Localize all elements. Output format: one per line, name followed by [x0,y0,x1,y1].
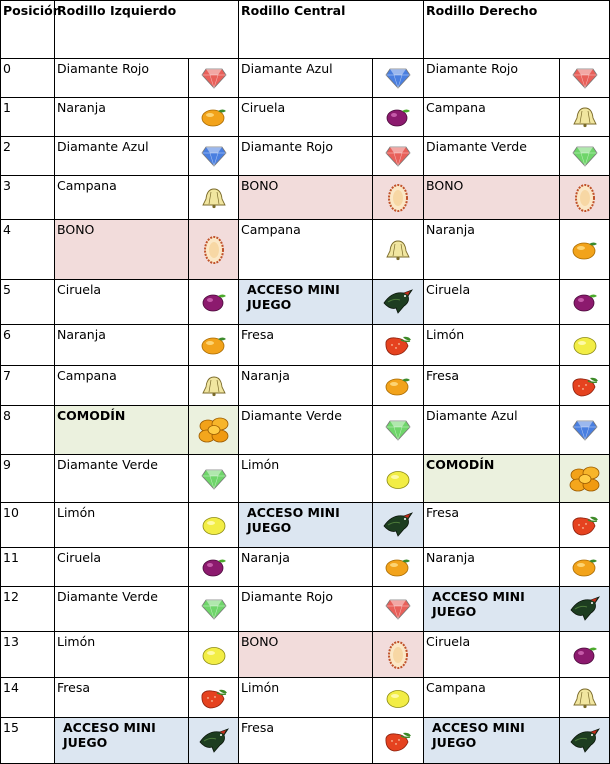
right-reel-symbol-icon-cell [560,280,610,325]
center-reel-symbol-name: Fresa [239,325,373,366]
right-reel-symbol-icon-cell [560,220,610,280]
bell-icon [201,189,227,204]
center-reel-symbol-icon-cell [373,548,424,587]
bonus-icon [387,189,409,204]
table-row [1,632,610,678]
right-reel-symbol-name: Ciruela [424,632,560,678]
right-reel-symbol-icon-cell [560,678,610,718]
orange-icon [201,109,227,124]
left-reel-symbol-icon-cell [189,137,239,176]
center-reel-symbol-icon-cell [373,366,424,406]
left-reel-symbol-name: Campana [55,176,189,220]
header-position: Posición [1,1,55,59]
bonus-icon [574,189,596,204]
mini-game-bird-icon [569,732,601,747]
left-reel-symbol-icon-cell [189,503,239,548]
strawberry-icon [199,689,229,704]
left-reel-symbol-icon-cell [189,176,239,220]
center-reel-symbol-name: Ciruela [239,98,373,137]
center-reel-symbol-name: BONO [239,176,373,220]
lemon-icon [572,337,598,352]
green-diamond-icon [201,601,227,616]
right-reel-symbol-name: Naranja [424,220,560,280]
left-reel-symbol-name: Diamante Verde [55,587,189,632]
lemon-icon [385,689,411,704]
center-reel-symbol-name: Diamante Azul [239,59,373,98]
center-reel-symbol-name: Naranja [239,366,373,406]
plum-icon [201,559,227,574]
position-cell: 10 [1,503,55,548]
mini-game-bird-icon [569,601,601,616]
table-row [1,587,610,632]
left-reel-symbol-icon-cell [189,366,239,406]
position-cell: 4 [1,220,55,280]
plum-icon [572,294,598,309]
bell-icon [572,109,598,124]
header-center-reel: Rodillo Central [239,1,424,59]
right-reel-symbol-icon-cell [560,455,610,503]
left-reel-symbol-name: Naranja [55,98,189,137]
left-reel-symbol-icon-cell [189,325,239,366]
right-reel-symbol-icon-cell [560,632,610,678]
left-reel-symbol-icon-cell [189,220,239,280]
center-reel-symbol-name: BONO [239,632,373,678]
right-reel-symbol-name: COMODÍN [424,455,560,503]
left-reel-symbol-icon-cell [189,678,239,718]
orange-icon [385,377,411,392]
right-reel-symbol-name: Campana [424,678,560,718]
strawberry-icon [570,377,600,392]
header-left-reel: Rodillo Izquierdo [55,1,239,59]
left-reel-symbol-name: Ciruela [55,280,189,325]
right-reel-symbol-name: ACCESO MINI JUEGO [424,587,560,632]
strawberry-icon [383,732,413,747]
mini-game-bird-icon [382,294,414,309]
position-cell: 12 [1,587,55,632]
position-cell: 7 [1,366,55,406]
right-reel-symbol-name: ACCESO MINI JUEGO [424,718,560,764]
position-cell: 8 [1,406,55,455]
left-reel-symbol-icon-cell [189,280,239,325]
right-reel-symbol-name: Fresa [424,366,560,406]
table-row [1,455,610,503]
right-reel-symbol-name: Diamante Rojo [424,59,560,98]
blue-diamond-icon [572,422,598,437]
table-row [1,98,610,137]
green-diamond-icon [572,148,598,163]
left-reel-symbol-icon-cell [189,587,239,632]
right-reel-symbol-icon-cell [560,406,610,455]
right-reel-symbol-name: Limón [424,325,560,366]
left-reel-symbol-name: Diamante Azul [55,137,189,176]
left-reel-symbol-icon-cell [189,455,239,503]
center-reel-symbol-icon-cell [373,220,424,280]
table-row [1,406,610,455]
right-reel-symbol-name: Diamante Azul [424,406,560,455]
table-row [1,325,610,366]
left-reel-symbol-icon-cell [189,406,239,455]
table-row [1,503,610,548]
bonus-icon [203,241,225,256]
table-row [1,280,610,325]
lemon-icon [385,470,411,485]
right-reel-symbol-name: Fresa [424,503,560,548]
orange-icon [201,337,227,352]
table-row [1,220,610,280]
plum-icon [385,109,411,124]
table-row [1,548,610,587]
left-reel-symbol-name: Limón [55,632,189,678]
right-reel-symbol-name: BONO [424,176,560,220]
left-reel-symbol-icon-cell [189,718,239,764]
blue-diamond-icon [385,70,411,85]
right-reel-symbol-icon-cell [560,503,610,548]
position-cell: 0 [1,59,55,98]
position-cell: 1 [1,98,55,137]
strawberry-icon [383,337,413,352]
bell-icon [385,241,411,256]
center-reel-symbol-icon-cell [373,587,424,632]
wild-coins-icon [568,470,602,485]
center-reel-symbol-icon-cell [373,503,424,548]
green-diamond-icon [201,470,227,485]
position-cell: 15 [1,718,55,764]
center-reel-symbol-icon-cell [373,137,424,176]
left-reel-symbol-icon-cell [189,98,239,137]
center-reel-symbol-icon-cell [373,280,424,325]
bonus-icon [387,646,409,661]
right-reel-symbol-icon-cell [560,548,610,587]
left-reel-symbol-name: Campana [55,366,189,406]
left-reel-symbol-icon-cell [189,548,239,587]
green-diamond-icon [385,422,411,437]
center-reel-symbol-name: Diamante Rojo [239,137,373,176]
position-cell: 13 [1,632,55,678]
lemon-icon [201,646,227,661]
center-reel-symbol-icon-cell [373,632,424,678]
orange-icon [385,559,411,574]
header-right-reel: Rodillo Derecho [424,1,610,59]
center-reel-symbol-icon-cell [373,718,424,764]
position-cell: 6 [1,325,55,366]
table-row [1,718,610,764]
red-diamond-icon [572,70,598,85]
left-reel-symbol-name: Naranja [55,325,189,366]
center-reel-symbol-icon-cell [373,455,424,503]
orange-icon [572,241,598,256]
left-reel-symbol-icon-cell [189,59,239,98]
wild-coins-icon [197,422,231,437]
center-reel-symbol-icon-cell [373,325,424,366]
header-row [1,1,610,59]
position-cell: 5 [1,280,55,325]
plum-icon [572,646,598,661]
red-diamond-icon [385,148,411,163]
left-reel-symbol-name: Diamante Verde [55,455,189,503]
left-reel-symbol-name: Fresa [55,678,189,718]
position-cell: 14 [1,678,55,718]
plum-icon [201,294,227,309]
center-reel-symbol-icon-cell [373,98,424,137]
center-reel-symbol-name: Diamante Verde [239,406,373,455]
blue-diamond-icon [201,148,227,163]
center-reel-symbol-icon-cell [373,406,424,455]
right-reel-symbol-icon-cell [560,587,610,632]
bell-icon [201,377,227,392]
left-reel-symbol-name: Diamante Rojo [55,59,189,98]
left-reel-symbol-name: BONO [55,220,189,280]
red-diamond-icon [385,601,411,616]
right-reel-symbol-icon-cell [560,98,610,137]
orange-icon [572,559,598,574]
bell-icon [572,689,598,704]
center-reel-symbol-name: Fresa [239,718,373,764]
position-cell: 2 [1,137,55,176]
center-reel-symbol-icon-cell [373,678,424,718]
center-reel-symbol-name: ACCESO MINI JUEGO [239,503,373,548]
right-reel-symbol-icon-cell [560,137,610,176]
center-reel-symbol-icon-cell [373,59,424,98]
table-row [1,137,610,176]
center-reel-symbol-name: Limón [239,455,373,503]
center-reel-symbol-icon-cell [373,176,424,220]
lemon-icon [201,517,227,532]
right-reel-symbol-icon-cell [560,366,610,406]
left-reel-symbol-name: ACCESO MINI JUEGO [55,718,189,764]
strawberry-icon [570,517,600,532]
center-reel-symbol-name: Campana [239,220,373,280]
center-reel-symbol-name: Limón [239,678,373,718]
left-reel-symbol-icon-cell [189,632,239,678]
position-cell: 11 [1,548,55,587]
center-reel-symbol-name: Diamante Rojo [239,587,373,632]
right-reel-symbol-name: Campana [424,98,560,137]
left-reel-symbol-name: COMODÍN [55,406,189,455]
right-reel-symbol-name: Naranja [424,548,560,587]
table-row [1,59,610,98]
right-reel-symbol-icon-cell [560,176,610,220]
table-row [1,678,610,718]
right-reel-symbol-name: Diamante Verde [424,137,560,176]
center-reel-symbol-name: Naranja [239,548,373,587]
right-reel-symbol-icon-cell [560,718,610,764]
left-reel-symbol-name: Limón [55,503,189,548]
right-reel-symbol-name: Ciruela [424,280,560,325]
left-reel-symbol-name: Ciruela [55,548,189,587]
table-row [1,366,610,406]
position-cell: 9 [1,455,55,503]
position-cell: 3 [1,176,55,220]
right-reel-symbol-icon-cell [560,325,610,366]
mini-game-bird-icon [382,517,414,532]
right-reel-symbol-icon-cell [560,59,610,98]
mini-game-bird-icon [198,732,230,747]
red-diamond-icon [201,70,227,85]
center-reel-symbol-name: ACCESO MINI JUEGO [239,280,373,325]
table-row [1,176,610,220]
